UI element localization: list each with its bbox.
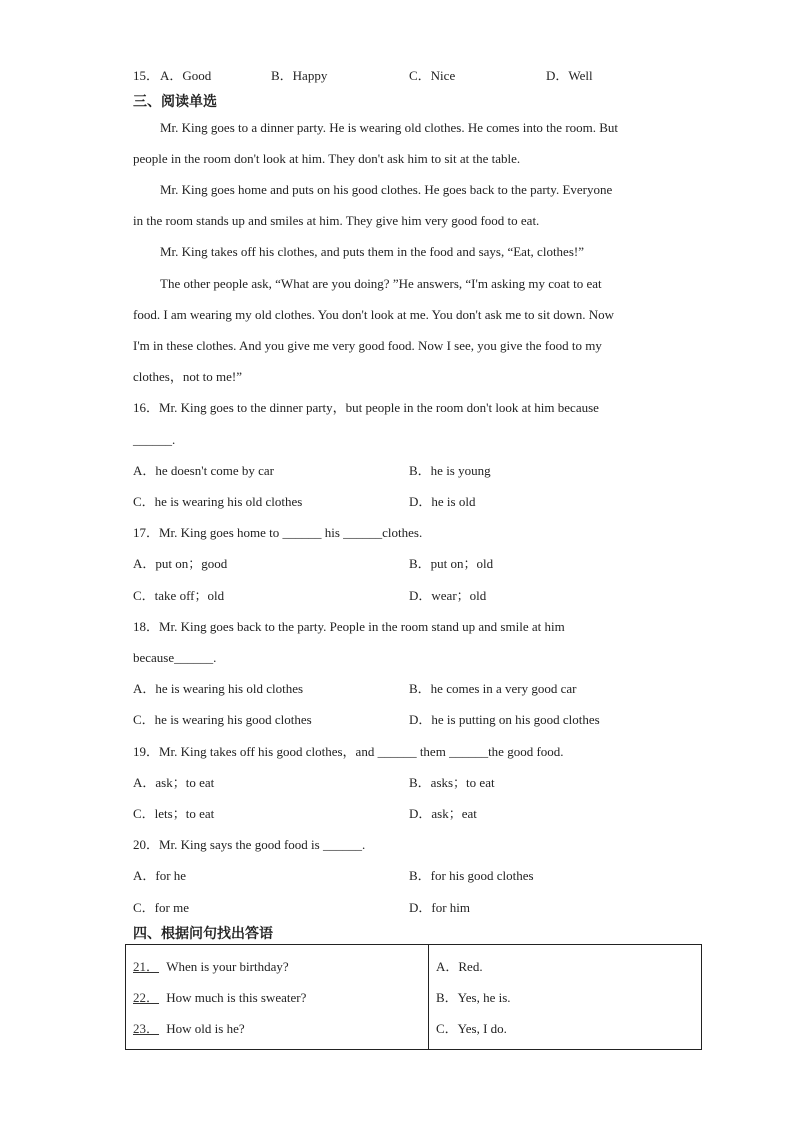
q19-option-c: C．lets；to eat [133,806,215,821]
passage-line: food. I am wearing my old clothes. You don't look at me. You don't ask me to sit down. Now [133,307,614,322]
matching-table [125,944,702,1050]
q20-stem: 20．Mr. King says the good food is ______. [133,837,366,852]
q18-stem: 18．Mr. King goes back to the party. People in the room stand up and smile at him [133,619,565,634]
q16-option-c: C．he is wearing his old clothes [133,494,303,509]
passage-line: clothes，not to me!” [133,369,243,384]
q17-option-c: C．take off；old [133,588,225,603]
answers-column [429,945,702,1050]
q16-option-b: B．he is young [409,463,491,478]
match-question-text: How old is he? [166,1021,245,1036]
q19-stem: 19．Mr. King takes off his good clothes，and ______ them ______the good food. [133,744,564,759]
passage-line: people in the room don't look at him. They don't ask him to sit at the table. [133,151,521,166]
passage-line: Mr. King goes to a dinner party. He is wearing old clothes. He comes into the room. But [160,120,619,135]
passage-line: The other people ask, “What are you doing? ”He answers, “I'm asking my coat to eat [160,276,602,291]
q15-option-c: C．Nice [409,68,456,83]
q15-option-a: A．Good [160,68,212,83]
match-answer: A．Red. [436,959,483,974]
q18-option-a: A．he is wearing his old clothes [133,681,304,696]
q19-option-b: B．asks；to eat [409,775,495,790]
q19-option-d: D．ask；eat [409,806,477,821]
q20-option-a: A．for he [133,868,187,883]
passage-line: Mr. King goes home and puts on his good clothes. He goes back to the party. Everyone [160,182,613,197]
match-question-number: 23． [133,1021,160,1036]
match-question-text: How much is this sweater? [166,990,307,1005]
section3-title: 三、阅读单选 [133,94,217,110]
q15-option-d: D．Well [546,68,593,83]
match-question-text: When is your birthday? [166,959,289,974]
match-answer: B．Yes, he is. [436,990,511,1005]
q17-option-a: A．put on；good [133,556,228,571]
q16-option-d: D．he is old [409,494,476,509]
q17-option-d: D．wear；old [409,588,487,603]
q16-stem-blank: ______. [133,432,176,447]
section4-title: 四、根据问句找出答语 [133,926,273,942]
match-question [133,990,306,1006]
q20-option-d: D．for him [409,900,471,915]
match-question [133,1021,245,1037]
passage-line: Mr. King takes off his clothes, and puts them in the food and says, “Eat, clothes!” [160,244,584,259]
match-question-number: 21． [133,959,160,974]
q19-option-a: A．ask；to eat [133,775,215,790]
q17-option-b: B．put on；old [409,556,494,571]
q20-option-b: B．for his good clothes [409,868,534,883]
q16-stem: 16．Mr. King goes to the dinner party，but people in the room don't look at him because [133,400,599,415]
match-answer: C．Yes, I do. [436,1021,507,1036]
q20-option-c: C．for me [133,900,189,915]
match-question [133,959,289,975]
questions-column [126,945,429,1050]
q18-stem-blank: because______. [133,650,217,665]
q15-number: 15． [133,68,160,83]
passage-line: I'm in these clothes. And you give me very good food. Now I see, you give the food to my [133,338,602,353]
q18-option-d: D．he is putting on his good clothes [409,712,600,727]
q17-stem: 17．Mr. King goes home to ______ his ______clothes. [133,525,423,540]
match-question-number: 22． [133,990,160,1005]
q18-option-c: C．he is wearing his good clothes [133,712,312,727]
q16-option-a: A．he doesn't come by car [133,463,274,478]
q18-option-b: B．he comes in a very good car [409,681,577,696]
passage-line: in the room stands up and smiles at him. They give him very good food to eat. [133,213,540,228]
q15-option-b: B．Happy [271,68,328,83]
